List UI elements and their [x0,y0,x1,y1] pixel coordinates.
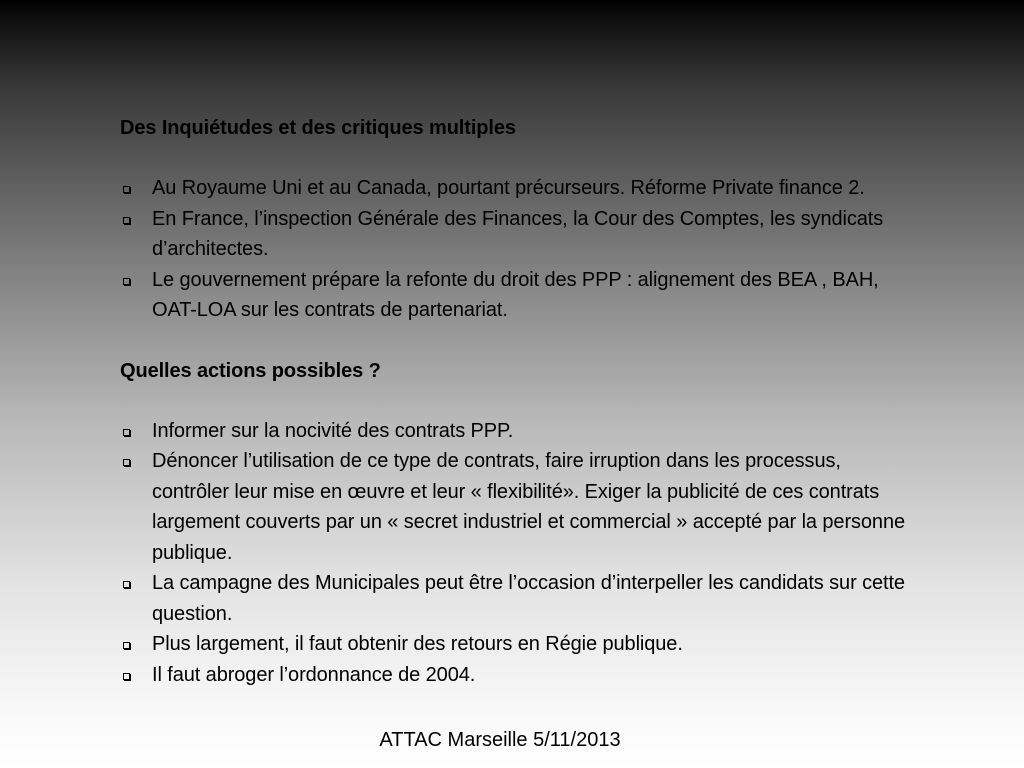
square-bullet-icon [123,278,130,285]
list-item-text: Informer sur la nocivité des contrats PPP. [152,419,514,442]
slide-footer: ATTAC Marseille 5/11/2013 [379,729,621,751]
list-item [120,660,920,691]
list-item [120,265,920,326]
list-item [120,204,920,265]
slide-body [120,113,920,690]
square-bullet-icon [123,673,130,680]
section-heading-concerns: Des Inquiétudes et des critiques multiples [120,117,516,139]
square-bullet-icon [123,429,130,436]
square-bullet-icon [123,581,130,588]
list-item-text: Dénoncer l’utilisation de ce type de contrats, faire irruption dans les processus, contrôler leur mise en œuvre et leur « flexibilité». Exiger la publicité de ces contrats largement couverts par un « secret industriel et commercial » accepté par la personne publique. [152,450,905,564]
list-item-text: Au Royaume Uni et au Canada, pourtant précurseurs. Réforme Private finance 2. [152,177,865,199]
list-item-text: Le gouvernement prépare la refonte du droit des PPP : alignement des BEA , BAH, OAT-LOA sur les contrats de partenariat. [152,268,879,321]
list-item [120,446,920,568]
section-heading-actions: Quelles actions possibles ? [120,359,381,382]
list-item-text: La campagne des Municipales peut être l’occasion d’interpeller les candidats sur cette question. [152,572,905,625]
list-item-text: En France, l’inspection Générale des Finances, la Cour des Comptes, les syndicats d’architectes. [152,207,884,260]
list-item [120,416,920,447]
list-item [120,629,920,660]
square-bullet-icon [123,217,130,224]
square-bullet-icon [123,459,130,466]
list-item [120,173,920,204]
square-bullet-icon [123,186,130,193]
list-item-text: Plus largement, il faut obtenir des retours en Régie publique. [152,633,683,655]
list-item [120,568,920,629]
concerns-list [120,173,920,326]
square-bullet-icon [123,642,130,649]
actions-list [120,416,920,691]
list-item-text: Il faut abroger l’ordonnance de 2004. [152,663,476,686]
